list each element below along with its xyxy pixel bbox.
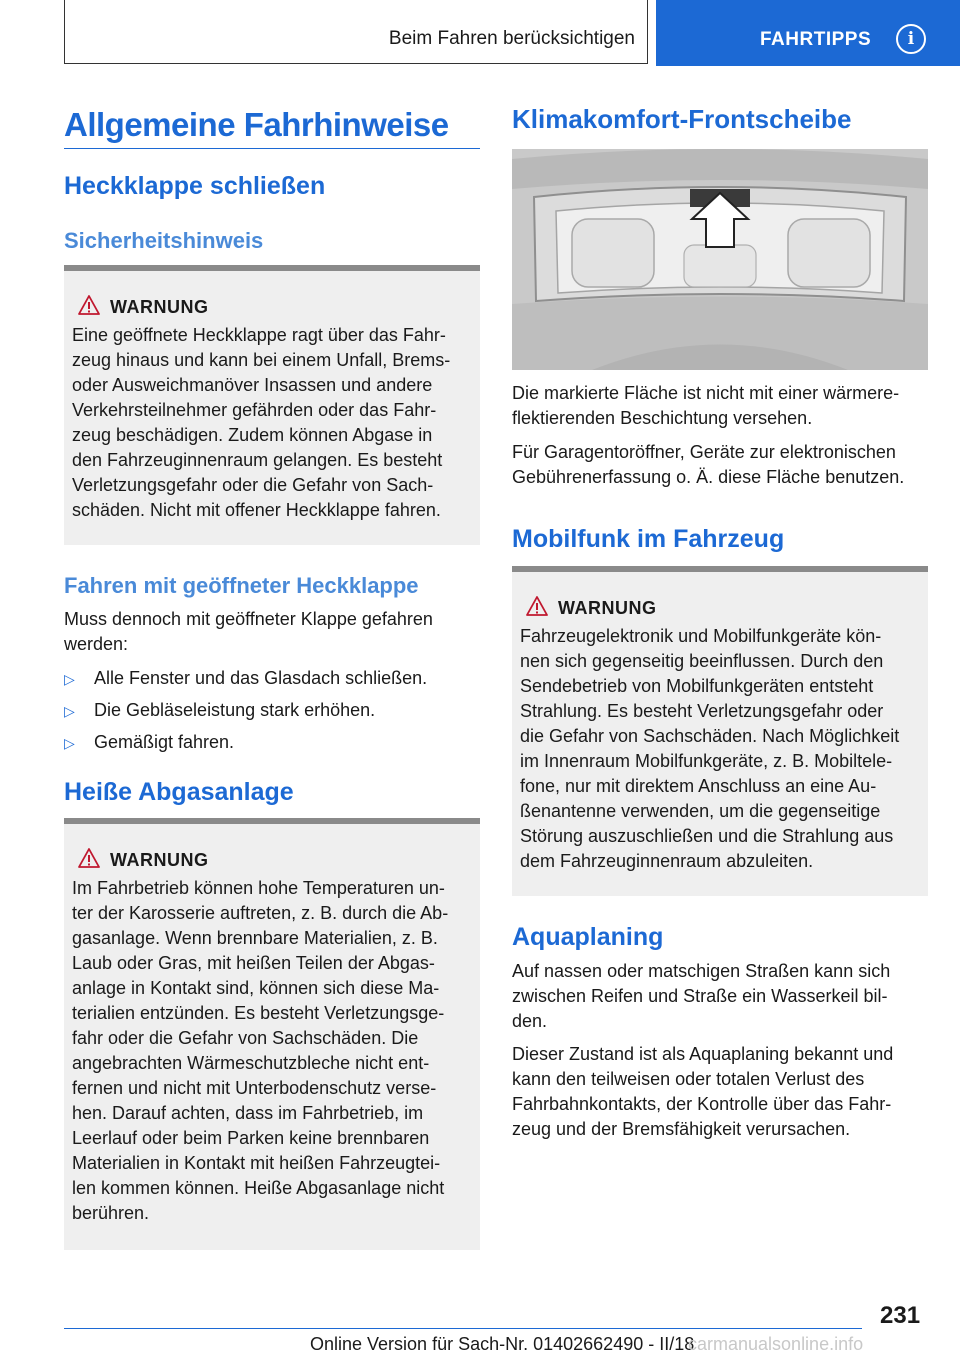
warning-line: Sendebetrieb von Mobilfunkgeräten entsteht bbox=[520, 676, 874, 696]
heading-mobilfunk: Mobilfunk im Fahrzeug bbox=[512, 525, 785, 553]
paragraph-line: den. bbox=[512, 1011, 548, 1031]
warning-line: Strahlung. Es besteht Verletzungsgefahr oder bbox=[520, 701, 884, 721]
warning-line: len kommen können. Heiße Abgasanlage nicht bbox=[72, 1178, 445, 1198]
warning-line: ßenantenne verwenden, um die gegenseitige bbox=[520, 801, 881, 821]
warning-line: Fahrzeugelektronik und Mobilfunkgeräte kön- bbox=[520, 626, 882, 646]
warning-line: anlage in Kontakt sind, können sich diese Ma- bbox=[72, 978, 440, 998]
warning-line: schäden. Nicht mit offener Heckklappe fahren. bbox=[72, 500, 441, 520]
warning-text-heckklappe bbox=[72, 323, 472, 523]
warning-line: fernen und nicht mit Unterbodenschutz verse- bbox=[72, 1078, 437, 1098]
paragraph-line: zeug und der Bremsfähigkeit verursachen. bbox=[512, 1119, 851, 1139]
warning-line: Verkehrsteilnehmer gefährden oder das Fahr- bbox=[72, 400, 437, 420]
paragraph-line: Muss dennoch mit geöffneter Klappe gefahren bbox=[64, 609, 433, 629]
warning-line: Eine geöffnete Heckklappe ragt über das Fahr- bbox=[72, 325, 446, 345]
paragraph-aquaplaning-2 bbox=[512, 1042, 928, 1142]
triangle-bullet-icon: ▷ bbox=[64, 703, 75, 719]
warning-line: oder Ausweichmanöver Insassen und andere bbox=[72, 375, 433, 395]
title-rule bbox=[64, 148, 480, 149]
list-item-text: Alle Fenster und das Glasdach schließen. bbox=[94, 668, 428, 688]
warning-box-mobilfunk bbox=[512, 566, 928, 896]
warning-text-abgasanlage bbox=[72, 876, 472, 1226]
warning-label: WARNUNG bbox=[558, 598, 657, 618]
warning-line: berühren. bbox=[72, 1203, 150, 1223]
warning-line: angebrachten Wärmeschutzbleche nicht ent- bbox=[72, 1053, 430, 1073]
paragraph-frontscheibe-1 bbox=[512, 381, 928, 431]
paragraph-line: Auf nassen oder matschigen Straßen kann sich bbox=[512, 961, 891, 981]
warning-line: Materialien in Kontakt mit heißen Fahrzeugtei- bbox=[72, 1153, 441, 1173]
warning-line: Im Fahrbetrieb können hohe Temperaturen un- bbox=[72, 878, 445, 898]
watermark-text: carmanualsonline.info bbox=[688, 1334, 864, 1354]
paragraph-line: Für Garagentoröffner, Geräte zur elektronischen bbox=[512, 442, 896, 462]
paragraph-line: flektierenden Beschichtung versehen. bbox=[512, 408, 813, 428]
warning-label: WARNUNG bbox=[110, 850, 209, 870]
warning-line: ter der Karosserie auftreten, z. B. durch die Ab- bbox=[72, 903, 449, 923]
warning-line: dem Fahrzeuginnenraum abzuleiten. bbox=[520, 851, 814, 871]
triangle-bullet-icon: ▷ bbox=[64, 671, 75, 687]
warning-line: fahr oder die Gefahr von Sachschäden. Die bbox=[72, 1028, 419, 1048]
warning-line: Verletzungsgefahr oder die Gefahr von Sach- bbox=[72, 475, 434, 495]
header-section-box bbox=[64, 0, 648, 64]
footer-version-text: Online Version für Sach-Nr. 01402662490 - II/18 bbox=[310, 1334, 695, 1354]
warning-line: im Innenraum Mobilfunkgeräte, z. B. Mobiltele- bbox=[520, 751, 893, 771]
warning-line: nen sich gegenseitig beeinflussen. Durch den bbox=[520, 651, 884, 671]
paragraph-line: zwischen Reifen und Straße ein Wasserkeil bil- bbox=[512, 986, 888, 1006]
header-section-title: Beim Fahren berücksichtigen bbox=[388, 28, 635, 49]
paragraph-line: Gebührenerfassung o. Ä. diese Fläche benutzen. bbox=[512, 467, 905, 487]
header-chapter-label: FAHRTIPPS bbox=[760, 29, 872, 50]
paragraph-frontscheibe-2 bbox=[512, 440, 928, 490]
info-icon[interactable]: i bbox=[896, 24, 926, 54]
subtitle-heckklappe: Heckklappe schließen bbox=[64, 172, 326, 200]
heading-heisse-abgasanlage: Heiße Abgasanlage bbox=[64, 778, 294, 806]
windshield-figure bbox=[512, 149, 928, 370]
warning-line: den Fahrzeuginnenraum gelangen. Es besteht bbox=[72, 450, 443, 470]
warning-line: Störung auszuschließen und die Strahlung aus bbox=[520, 826, 894, 846]
warning-box-heckklappe bbox=[64, 265, 480, 545]
warning-line: Leerlauf oder beim Parken keine brennbaren bbox=[72, 1128, 430, 1148]
warning-text-mobilfunk bbox=[520, 624, 920, 874]
warning-line: zeug hinaus und kann bei einem Unfall, Brems- bbox=[72, 350, 451, 370]
warning-line: die Gefahr von Sachschäden. Nach Möglichkeit bbox=[520, 726, 900, 746]
warning-line: fone, nur mit direktem Anschluss an eine Au- bbox=[520, 776, 877, 796]
paragraph-line: werden: bbox=[64, 634, 129, 654]
triangle-bullet-icon: ▷ bbox=[64, 735, 75, 751]
footer-rule bbox=[64, 1328, 862, 1329]
warning-label: WARNUNG bbox=[110, 297, 209, 317]
warning-line: Laub oder Gras, mit heißen Teilen der Abgas- bbox=[72, 953, 435, 973]
warning-line: hen. Darauf achten, dass im Fahrbetrieb, im bbox=[72, 1103, 424, 1123]
list-item-text: Die Gebläseleistung stark erhöhen. bbox=[94, 700, 376, 720]
heading-geoeffnete-heckklappe: Fahren mit geöffneter Heckklappe bbox=[64, 573, 419, 598]
warning-line: gasanlage. Wenn brennbare Materialien, z. B. bbox=[72, 928, 438, 948]
page-title: Allgemeine Fahrhinweise bbox=[64, 106, 449, 143]
warning-icon bbox=[78, 848, 100, 868]
list-item-text: Gemäßigt fahren. bbox=[94, 732, 235, 752]
page-number: 231 bbox=[880, 1302, 921, 1329]
paragraph-line: Fahrbahnkontakts, der Kontrolle über das Fahr- bbox=[512, 1094, 892, 1114]
warning-icon bbox=[78, 295, 100, 315]
paragraph-line: Dieser Zustand ist als Aquaplaning bekannt und bbox=[512, 1044, 894, 1064]
header-chapter-tab[interactable] bbox=[656, 0, 960, 66]
warning-icon bbox=[526, 596, 548, 616]
warning-line: zeug beschädigen. Zudem können Abgase in bbox=[72, 425, 433, 445]
paragraph-line: kann den teilweisen oder totalen Verlust des bbox=[512, 1069, 865, 1089]
heading-aquaplaning: Aquaplaning bbox=[512, 923, 664, 951]
heading-klimakomfort-frontscheibe: Klimakomfort-Frontscheibe bbox=[512, 104, 852, 134]
heading-sicherheitshinweis: Sicherheitshinweis bbox=[64, 228, 264, 253]
paragraph-geoeffnete-heckklappe bbox=[64, 607, 480, 657]
paragraph-aquaplaning-1 bbox=[512, 959, 928, 1034]
car-interior-illustration bbox=[512, 149, 928, 370]
warning-line: terialien entzünden. Es besteht Verletzungsge- bbox=[72, 1003, 445, 1023]
warning-box-abgasanlage bbox=[64, 818, 480, 1250]
paragraph-line: Die markierte Fläche ist nicht mit einer wärmere- bbox=[512, 383, 900, 403]
